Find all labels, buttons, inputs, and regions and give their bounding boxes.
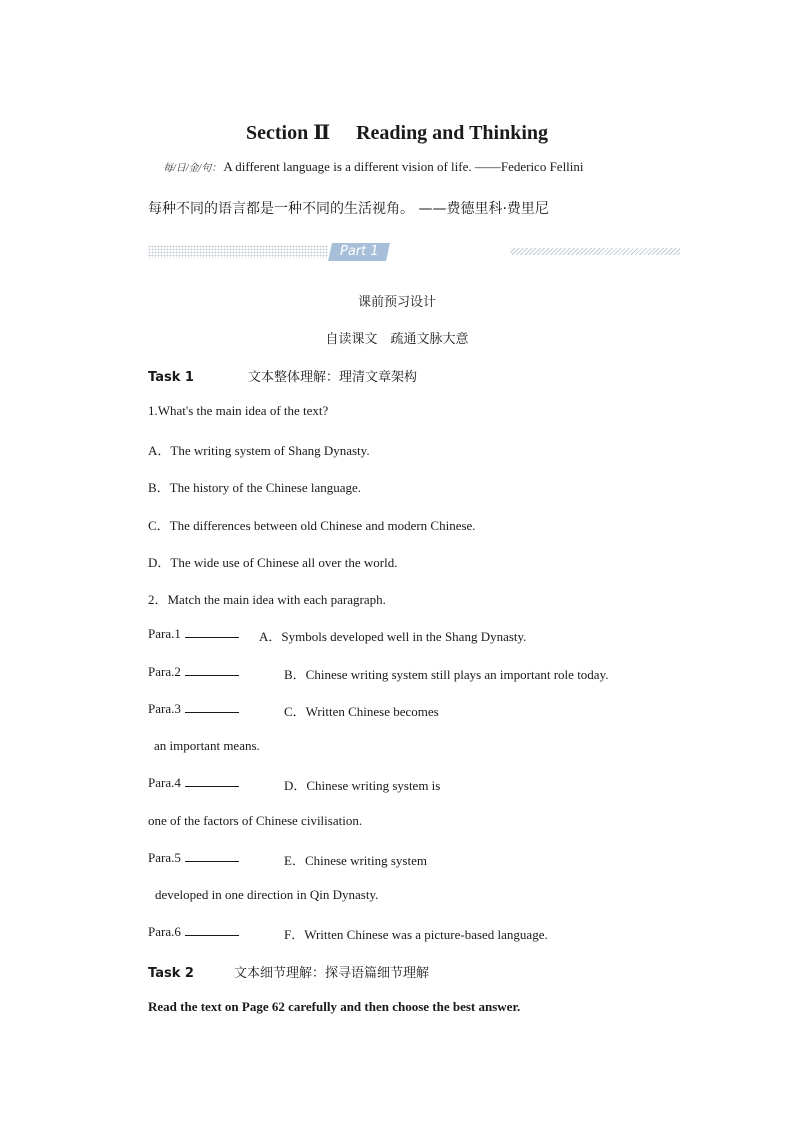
q1-option-b: B．The history of the Chinese language. — [148, 480, 362, 495]
answer-blank[interactable] — [185, 775, 239, 787]
q1-option-c: C．The differences between old Chinese and modern Chinese. — [148, 518, 476, 533]
answer-blank[interactable] — [185, 850, 239, 862]
section-heading: 课前预习设计 — [357, 295, 436, 310]
para-label: Para.6 — [148, 924, 181, 939]
para-label: Para.5 — [148, 850, 181, 865]
section-topic: Reading and Thinking — [356, 122, 549, 144]
match-option-d: D．Chinese writing system is — [284, 778, 441, 793]
match-option-c-cont: an important means. — [154, 738, 260, 753]
match-option-e-cont: developed in one direction in Qin Dynasty. — [155, 887, 379, 902]
q1-question: 1.What's the main idea of the text? — [148, 403, 329, 418]
banner-stripes-right — [510, 248, 680, 255]
match-row-para3 — [148, 701, 239, 717]
q1-option-a: A．The writing system of Shang Dynasty. — [148, 443, 370, 458]
answer-blank[interactable] — [185, 924, 239, 936]
daily-quote-label: 每/日/金/句： — [163, 163, 222, 174]
task2-desc: 文本细节理解：探寻语篇细节理解 — [234, 966, 430, 981]
match-option-b: B．Chinese writing system still plays an important role today. — [284, 667, 609, 682]
match-row-para4 — [148, 775, 239, 791]
page-title — [0, 120, 794, 145]
task1-desc: 文本整体理解：理清文章架构 — [248, 370, 418, 385]
q2-question: 2．Match the main idea with each paragraph. — [148, 592, 386, 607]
match-option-d-cont: one of the factors of Chinese civilisation. — [148, 813, 363, 828]
daily-quote-text: A different language is a different vision of life. ——Federico Fellini — [223, 159, 584, 174]
part-tag: Part 1 — [328, 243, 390, 261]
para-label: Para.2 — [148, 664, 181, 679]
daily-quote-chinese: 每种不同的语言都是一种不同的生活视角。 ——费德里科·费里尼 — [148, 201, 549, 217]
task1-label: Task 1 — [148, 370, 194, 385]
q1-option-d: D．The wide use of Chinese all over the world. — [148, 555, 398, 570]
match-row-para1 — [148, 626, 239, 642]
section-label: Section Ⅱ — [245, 122, 331, 144]
para-label: Para.4 — [148, 775, 181, 790]
task2-label: Task 2 — [148, 966, 194, 981]
match-row-para2 — [148, 664, 239, 680]
part-banner — [148, 242, 680, 262]
section-subheading: 自读课文 疏通文脉大意 — [325, 332, 469, 347]
match-row-para5 — [148, 850, 239, 866]
answer-blank[interactable] — [185, 664, 239, 676]
task2-heading — [148, 962, 429, 981]
match-option-a: A．Symbols developed well in the Shang Dynasty. — [259, 629, 527, 644]
task1-heading — [148, 366, 417, 385]
match-option-e: E．Chinese writing system — [284, 853, 427, 868]
daily-quote — [163, 159, 584, 175]
answer-blank[interactable] — [185, 701, 239, 713]
banner-dots-left — [148, 245, 328, 258]
match-option-f: F．Written Chinese was a picture-based language. — [284, 927, 548, 942]
task2-instruction: Read the text on Page 62 carefully and then choose the best answer. — [148, 999, 521, 1014]
match-option-c: C．Written Chinese becomes — [284, 704, 439, 719]
para-label: Para.1 — [148, 626, 181, 641]
answer-blank[interactable] — [185, 626, 239, 638]
para-label: Para.3 — [148, 701, 181, 716]
match-row-para6 — [148, 924, 239, 940]
